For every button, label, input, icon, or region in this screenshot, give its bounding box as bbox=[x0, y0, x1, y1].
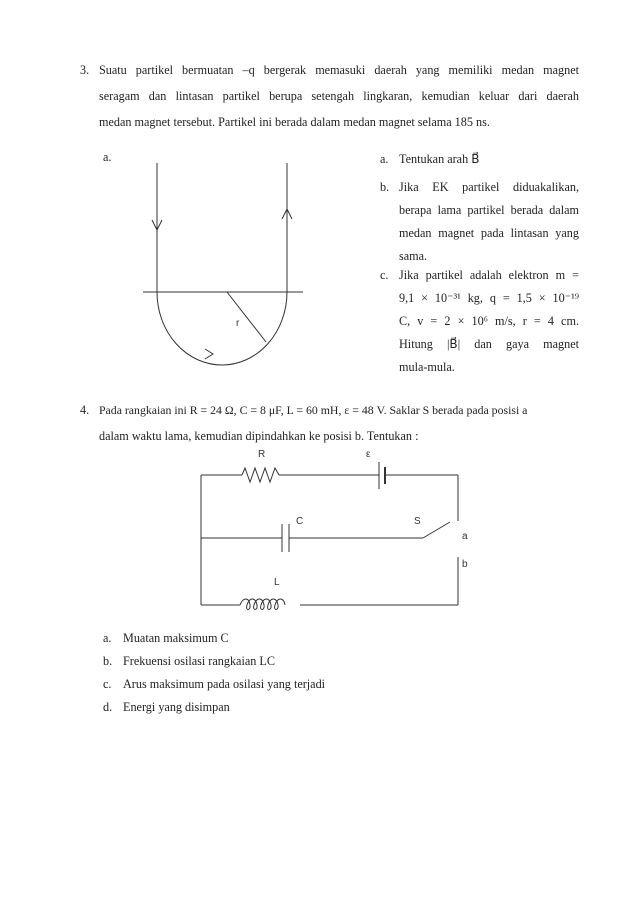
q3b-line-2: berapa lama partikel berada dalam bbox=[399, 203, 579, 217]
q3b-line-4: sama. bbox=[399, 249, 428, 263]
resistor-symbol bbox=[242, 468, 279, 482]
q3c-label: c. bbox=[380, 268, 389, 282]
emf-label: ε bbox=[366, 449, 371, 460]
q3c-line-5: mula-mula. bbox=[399, 360, 455, 374]
figure-label: a. bbox=[103, 150, 112, 164]
inductor-coil bbox=[240, 599, 285, 610]
q3c-line-4: Hitung |B⃗| dan gaya magnet bbox=[399, 337, 579, 351]
q3c-line-2: 9,1 × 10⁻³¹ kg, q = 1,5 × 10⁻¹⁹ bbox=[399, 291, 579, 305]
q3c-line-3: C, v = 2 × 10⁶ m/s, r = 4 cm. bbox=[399, 314, 579, 328]
q3b-line-1: Jika EK partikel diduakalikan, bbox=[399, 180, 579, 194]
q4a-text: Muatan maksimum C bbox=[123, 631, 229, 645]
q4c-text: Arus maksimum pada osilasi yang terjadi bbox=[123, 677, 326, 691]
q3b-label: b. bbox=[380, 180, 390, 194]
q3c-line-1: Jika partikel adalah elektron m = bbox=[399, 268, 579, 282]
switch-label: S bbox=[414, 516, 421, 527]
q3a-text: Tentukan arah B⃗ bbox=[399, 152, 480, 166]
problem-4-text-line-1: Pada rangkaian ini R = 24 Ω, C = 8 μF, L = 60 mH, ε = 48 V. Saklar S berada pada posisi a bbox=[99, 403, 528, 417]
problem-3-text-line-2: seragam dan lintasan partikel berupa setengah lingkaran, kemudian keluar dari daerah bbox=[99, 89, 579, 103]
q4d-text: Energi yang disimpan bbox=[123, 700, 230, 714]
capacitor-label: C bbox=[296, 516, 304, 527]
problem-3-text-line-3: medan magnet tersebut. Partikel ini berada dalam medan magnet selama 185 ns. bbox=[99, 115, 490, 129]
radius-label: r bbox=[236, 318, 240, 329]
q3a-label: a. bbox=[380, 152, 389, 166]
inductor-label: L bbox=[274, 577, 280, 588]
q4c-label: c. bbox=[103, 677, 112, 691]
q4b-label: b. bbox=[103, 654, 113, 668]
switch-position-b-label: b bbox=[462, 559, 468, 570]
q4a-label: a. bbox=[103, 631, 112, 645]
q3b-line-3: medan magnet pada lintasan yang bbox=[399, 226, 579, 240]
problem-3-text-line-1: Suatu partikel bermuatan –q bergerak memasuki daerah yang memiliki medan magnet bbox=[99, 63, 579, 77]
problem-3-number: 3. bbox=[80, 63, 90, 77]
problem-4-text-line-2: dalam waktu lama, kemudian dipindahkan ke posisi b. Tentukan : bbox=[99, 429, 419, 443]
q4b-text: Frekuensi osilasi rangkaian LC bbox=[123, 654, 275, 668]
switch-blade bbox=[423, 522, 450, 538]
problem-4-number: 4. bbox=[80, 403, 90, 417]
switch-position-a-label: a bbox=[462, 531, 468, 542]
resistor-label: R bbox=[258, 449, 266, 460]
q4d-label: d. bbox=[103, 700, 113, 714]
